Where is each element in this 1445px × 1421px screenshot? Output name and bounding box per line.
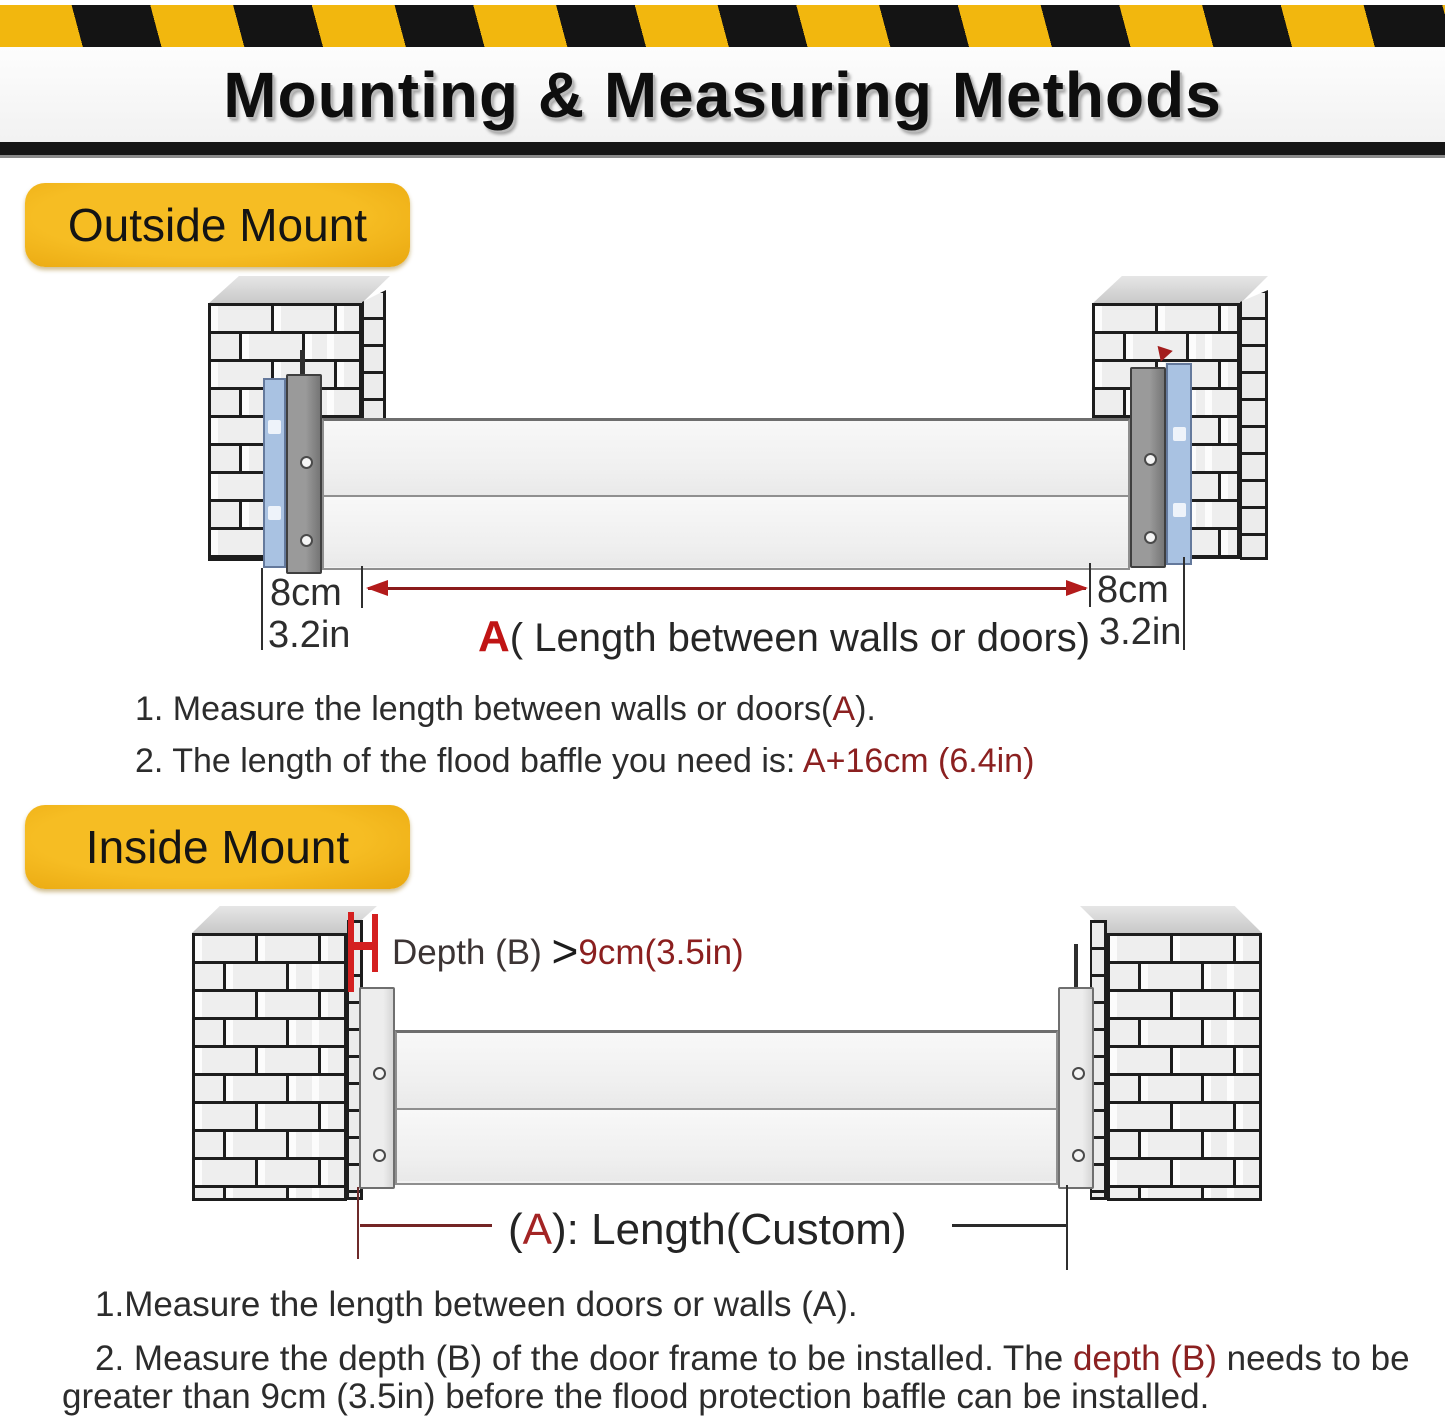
left-pillar-top-face <box>208 276 390 304</box>
seal-notch <box>1173 503 1186 517</box>
inside-left-channel <box>359 987 395 1189</box>
flood-barrier-panels <box>322 418 1130 570</box>
barrier-panel-upper <box>324 421 1128 497</box>
screw-hole <box>300 456 313 469</box>
right-pillar-top-face <box>1092 276 1268 304</box>
outside-mount-label <box>25 183 410 267</box>
inside-dim-tick-left <box>357 1187 359 1259</box>
inside-mount-label <box>25 805 410 889</box>
dimension-left-cm: 8cm <box>270 572 342 614</box>
right-pillar-side-face <box>1240 290 1268 560</box>
screw-hole <box>1144 531 1157 544</box>
inside-length-label: (A): Length(Custom) <box>508 1205 907 1254</box>
measurement-arrow-a <box>368 587 1086 590</box>
dimension-tick-left <box>361 566 363 608</box>
dimension-tick-right <box>1089 563 1091 607</box>
barrier-panel-upper <box>397 1033 1056 1110</box>
right-seal-strip <box>1166 363 1192 565</box>
screw-hole <box>373 1149 386 1162</box>
seal-notch <box>268 420 281 434</box>
screw-hole <box>1144 453 1157 466</box>
screw-hole <box>1072 1067 1085 1080</box>
page-title: Mounting & Measuring Methods <box>223 58 1222 131</box>
title-underline-bar <box>0 142 1445 158</box>
barrier-panel-lower <box>324 497 1128 567</box>
seal-notch <box>268 506 281 520</box>
inside-right-pillar-top-face <box>1080 906 1262 933</box>
inside-flood-barrier-panels <box>395 1030 1058 1185</box>
title-band <box>0 47 1445 142</box>
outside-step-2: 2. The length of the flood baffle you need is: A+16cm (6.4in) <box>135 742 1035 780</box>
right-mounting-channel <box>1130 367 1166 568</box>
left-seal-strip <box>263 378 286 568</box>
screw-hole <box>373 1067 386 1080</box>
outside-step-1: 1. Measure the length between walls or doors(A). <box>135 690 876 728</box>
inside-step-2: 2. Measure the depth (B) of the door frame to be installed. The depth (B) needs to be greater than 9cm (3.5in) before the flood protection baffle can be installed. <box>62 1339 1410 1416</box>
depth-note: Depth (B) >9cm(3.5in) <box>392 925 744 977</box>
inside-right-channel <box>1058 987 1094 1189</box>
inside-right-pillar-brick-wall <box>1107 933 1262 1201</box>
seal-notch <box>1173 427 1186 441</box>
left-mounting-channel <box>286 374 322 574</box>
dimension-line-right-outer <box>1183 557 1185 650</box>
outside-mount-label-text: Outside Mount <box>67 199 368 251</box>
screw-hole <box>300 534 313 547</box>
dimension-right-cm: 8cm <box>1097 569 1169 611</box>
dimension-right-in: 3.2in <box>1099 611 1182 653</box>
dimension-left-in: 3.2in <box>268 614 351 656</box>
screw-hole <box>1072 1149 1085 1162</box>
inside-dim-segment-right <box>952 1224 1066 1227</box>
barrier-panel-lower <box>397 1110 1056 1181</box>
dimension-a-letter: A <box>478 612 510 661</box>
inside-mount-label-text: Inside Mount <box>85 821 350 873</box>
right-channel-pin <box>1074 944 1078 988</box>
dimension-label-a: A( Length between walls or doors) <box>478 612 1091 661</box>
inside-left-pillar-brick-wall <box>192 933 347 1201</box>
inside-step-1: 1.Measure the length between doors or walls (A). <box>95 1285 858 1324</box>
inside-dim-tick-right <box>1066 1185 1068 1270</box>
dimension-line-left-outer <box>261 568 263 650</box>
hazard-stripe-banner <box>0 5 1445 47</box>
inside-dim-segment-left <box>360 1224 492 1227</box>
